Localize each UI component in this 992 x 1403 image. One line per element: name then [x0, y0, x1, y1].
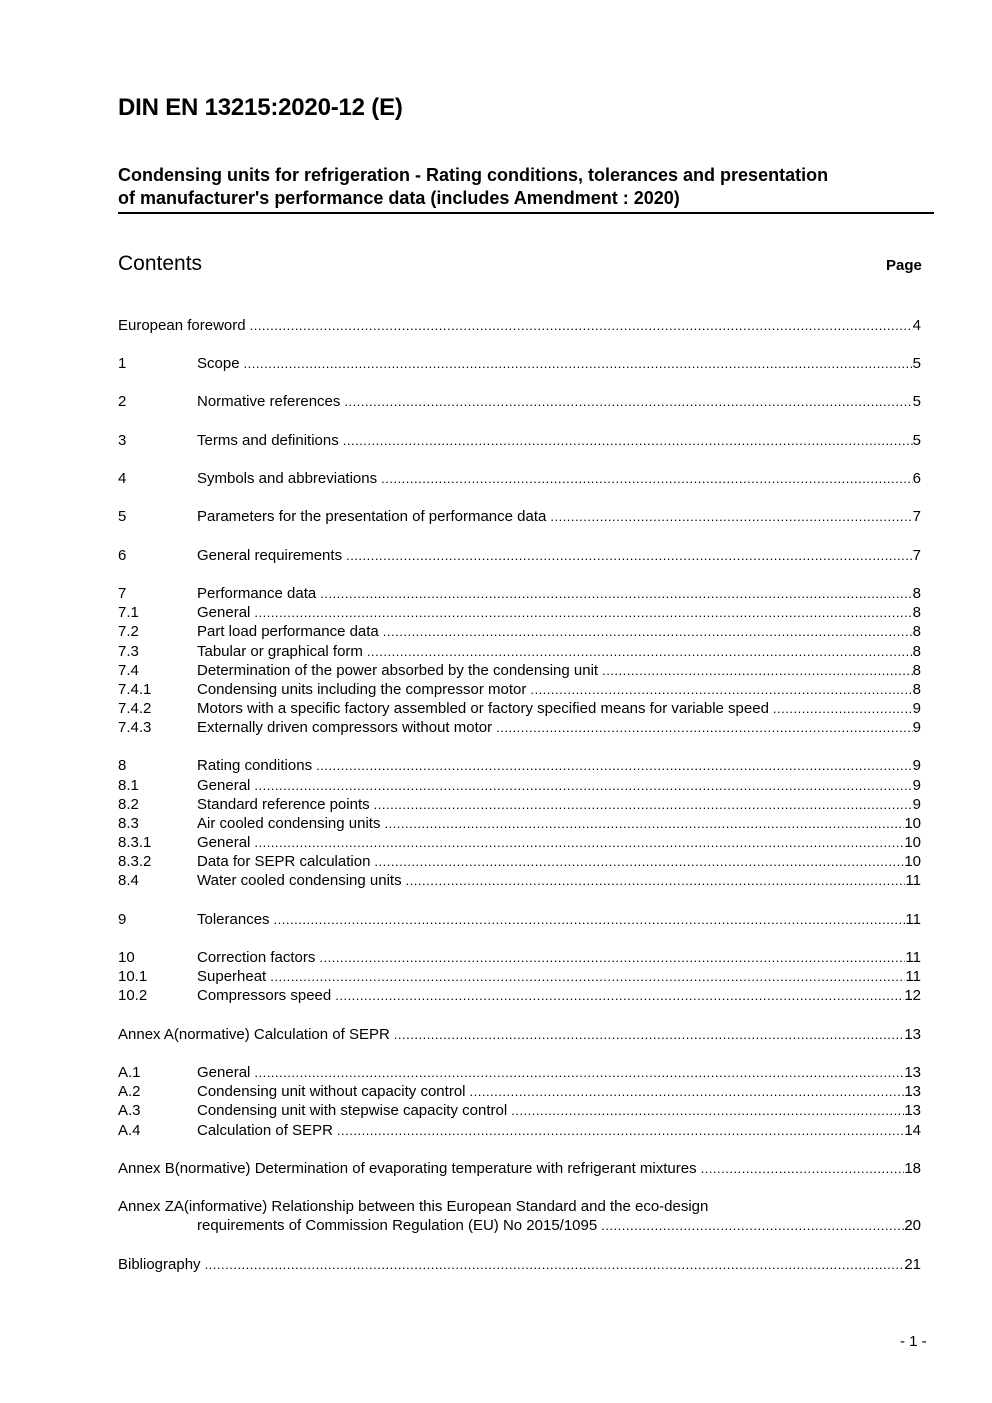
toc-leader-dots	[374, 795, 913, 814]
document-id: DIN EN 13215:2020-12 (E)	[118, 94, 403, 121]
toc-entry-title: Standard reference points	[197, 796, 370, 813]
toc-leader-dots	[511, 1101, 904, 1120]
toc-entry-page: 9	[912, 757, 921, 774]
toc-entry-title: Compressors speed	[197, 987, 332, 1004]
toc-leader-dots	[394, 1025, 905, 1044]
toc-entry-7-4-1[interactable]	[118, 680, 921, 699]
toc-entry-number: A.1	[118, 1064, 141, 1081]
page-column-heading: Page	[886, 257, 922, 274]
toc-leader-dots	[346, 546, 913, 565]
toc-entry-title: General	[197, 1064, 251, 1081]
toc-entry-title: Rating conditions	[197, 757, 313, 774]
toc-entry-7[interactable]	[118, 584, 921, 603]
toc-entry-page: 13	[904, 1102, 921, 1119]
toc-entry-number: A.2	[118, 1083, 141, 1100]
toc-entry-page: 11	[905, 911, 921, 928]
footer-page-number: - 1 -	[900, 1333, 927, 1350]
toc-entry-6[interactable]	[118, 546, 921, 565]
toc-entry-page: 5	[912, 393, 921, 410]
toc-leader-dots	[343, 431, 913, 450]
toc-entry-title: General	[197, 834, 251, 851]
toc-leader-dots	[381, 469, 913, 488]
toc-entry-page: 9	[912, 796, 921, 813]
toc-entry-title: Parameters for the presentation of performance data	[197, 508, 547, 525]
toc-entry-number: 4	[118, 470, 127, 487]
toc-leader-dots	[254, 1063, 904, 1082]
toc-entry-annex-za[interactable]	[197, 1216, 921, 1235]
toc-entry-number: 10	[118, 949, 135, 966]
toc-entry-page: 14	[904, 1122, 921, 1139]
toc-entry-number: A.3	[118, 1102, 141, 1119]
toc-entry-title: Annex A(normative) Calculation of SEPR	[118, 1026, 390, 1043]
toc-entry-number: 6	[118, 547, 127, 564]
toc-entry-number: 8.3	[118, 815, 139, 832]
toc-entry-page: 6	[912, 470, 921, 487]
toc-leader-dots	[316, 756, 913, 775]
toc-entry-title: Calculation of SEPR	[197, 1122, 333, 1139]
toc-entry-8-3-2[interactable]	[118, 852, 921, 871]
toc-entry-title: Performance data	[197, 585, 317, 602]
toc-entry-number: 8.4	[118, 872, 139, 889]
toc-leader-dots	[254, 603, 912, 622]
toc-entry-7-4-3[interactable]	[118, 718, 921, 737]
toc-leader-dots	[470, 1082, 905, 1101]
toc-entry-7-3[interactable]	[118, 642, 921, 661]
toc-entry-page: 8	[912, 585, 921, 602]
toc-leader-dots	[384, 814, 904, 833]
toc-entry-title: Tolerances	[197, 911, 270, 928]
toc-entry-number: 8.2	[118, 796, 139, 813]
toc-entry-page: 5	[912, 355, 921, 372]
toc-entry-page: 11	[905, 949, 921, 966]
toc-entry-title: General requirements	[197, 547, 343, 564]
toc-leader-dots	[319, 948, 905, 967]
toc-entry-title: General	[197, 777, 251, 794]
toc-entry-page: 18	[904, 1160, 921, 1177]
toc-entry-title: Superheat	[197, 968, 267, 985]
toc-leader-dots	[254, 776, 912, 795]
toc-entry-number: 7.2	[118, 623, 139, 640]
toc-entry-page: 11	[905, 872, 921, 889]
toc-entry-page: 8	[912, 643, 921, 660]
document-title-line-1: Condensing units for refrigeration - Rating conditions, tolerances and presentation	[118, 165, 829, 185]
toc-entry-foreword[interactable]	[118, 316, 921, 335]
toc-entry-page: 21	[904, 1256, 921, 1273]
toc-leader-dots	[383, 622, 913, 641]
toc-entry-page: 8	[912, 662, 921, 679]
toc-leader-dots	[337, 1121, 904, 1140]
toc-leader-dots	[773, 699, 913, 718]
toc-entry-10-1[interactable]	[118, 967, 921, 986]
toc-entry-title: European foreword	[118, 317, 246, 334]
toc-entry-title: Determination of the power absorbed by the condensing unit	[197, 662, 599, 679]
toc-entry-page: 7	[912, 547, 921, 564]
toc-entry-title: Terms and definitions	[197, 432, 339, 449]
toc-entry-number: 7.1	[118, 604, 139, 621]
toc-entry-number: 9	[118, 911, 127, 928]
toc-entry-10[interactable]	[118, 948, 921, 967]
toc-entry-number: 7.4.3	[118, 719, 152, 736]
toc-entry-title: Tabular or graphical form	[197, 643, 363, 660]
toc-entry-page: 20	[904, 1217, 921, 1234]
document-title	[118, 164, 934, 214]
toc-entry-title: Bibliography	[118, 1256, 201, 1273]
toc-entry-number: 7.4.1	[118, 681, 152, 698]
toc-entry-10-2[interactable]	[118, 986, 921, 1005]
toc-entry-number: A.4	[118, 1122, 141, 1139]
toc-entry-title: Condensing units including the compressor motor	[197, 681, 527, 698]
toc-entry-title: Motors with a specific factory assembled or factory specified means for variable speed	[197, 700, 769, 717]
toc-entry-page: 8	[912, 623, 921, 640]
toc-entry-9[interactable]	[118, 910, 921, 929]
toc-entry-number: 10.1	[118, 968, 148, 985]
toc-leader-dots	[530, 680, 912, 699]
toc-leader-dots	[344, 392, 912, 411]
toc-entry-title: Air cooled condensing units	[197, 815, 381, 832]
toc-entry-7-4[interactable]	[118, 661, 921, 680]
toc-entry-7-4-2[interactable]	[118, 699, 921, 718]
toc-entry-page: 13	[904, 1064, 921, 1081]
toc-entry-title: Condensing unit with stepwise capacity control	[197, 1102, 508, 1119]
toc-entry-title: Normative references	[197, 393, 341, 410]
toc-entry-page: 9	[912, 700, 921, 717]
toc-entry-number: 2	[118, 393, 127, 410]
toc-entry-number: 10.2	[118, 987, 148, 1004]
toc-entry-annex-b[interactable]	[118, 1159, 921, 1178]
toc-entry-number: 7.3	[118, 643, 139, 660]
toc-entry-title: requirements of Commission Regulation (EU) No 2015/1095	[197, 1217, 598, 1234]
toc-entry-7-2[interactable]	[118, 622, 921, 641]
toc-entry-number: 7.4.2	[118, 700, 152, 717]
toc-entry-title: Correction factors	[197, 949, 316, 966]
toc-entry-7-1[interactable]	[118, 603, 921, 622]
toc-entry-8-2[interactable]	[118, 795, 921, 814]
toc-leader-dots	[550, 507, 912, 526]
toc-leader-dots	[374, 852, 904, 871]
toc-entry-number: 8.3.2	[118, 853, 152, 870]
contents-heading: Contents	[118, 252, 203, 275]
toc-leader-dots	[602, 661, 913, 680]
toc-entry-page: 11	[905, 968, 921, 985]
toc-entry-number: 1	[118, 355, 127, 372]
toc-entry-annex-za-line-1[interactable]: Annex ZA(informative) Relationship between this European Standard and the eco-design	[118, 1198, 709, 1215]
toc-entry-page: 10	[904, 815, 921, 832]
toc-entry-8[interactable]	[118, 756, 921, 775]
toc-entry-title: Externally driven compressors without motor	[197, 719, 493, 736]
toc-leader-dots	[274, 910, 906, 929]
toc-entry-number: 7	[118, 585, 127, 602]
toc-entry-page: 10	[904, 853, 921, 870]
toc-entry-page: 4	[912, 317, 921, 334]
toc-entry-page: 8	[912, 681, 921, 698]
toc-entry-title: Part load performance data	[197, 623, 379, 640]
toc-entry-page: 12	[904, 987, 921, 1004]
toc-entry-2[interactable]	[118, 392, 921, 411]
toc-entry-title: Condensing unit without capacity control	[197, 1083, 466, 1100]
toc-entry-number: 8.1	[118, 777, 139, 794]
toc-leader-dots	[250, 316, 913, 335]
toc-entry-number: 3	[118, 432, 127, 449]
toc-leader-dots	[244, 354, 913, 373]
toc-entry-1[interactable]	[118, 354, 921, 373]
toc-entry-a-3[interactable]	[118, 1101, 921, 1120]
toc-entry-4[interactable]	[118, 469, 921, 488]
toc-entry-title: Scope	[197, 355, 240, 372]
toc-leader-dots	[205, 1255, 905, 1274]
toc-leader-dots	[270, 967, 905, 986]
toc-leader-dots	[701, 1159, 905, 1178]
toc-leader-dots	[254, 833, 904, 852]
toc-entry-8-4[interactable]	[118, 871, 921, 890]
toc-entry-page: 7	[912, 508, 921, 525]
toc-entry-page: 9	[912, 777, 921, 794]
toc-entry-a-1[interactable]	[118, 1063, 921, 1082]
toc-entry-5[interactable]	[118, 507, 921, 526]
toc-entry-title: General	[197, 604, 251, 621]
toc-entry-a-4[interactable]	[118, 1121, 921, 1140]
toc-leader-dots	[601, 1216, 904, 1235]
toc-entry-title: Symbols and abbreviations	[197, 470, 378, 487]
toc-entry-title: Annex B(normative) Determination of evaporating temperature with refrigerant mixtures	[118, 1160, 697, 1177]
toc-entry-number: 8.3.1	[118, 834, 152, 851]
toc-entry-title: Data for SEPR calculation	[197, 853, 371, 870]
toc-entry-number: 8	[118, 757, 127, 774]
toc-entry-number: 7.4	[118, 662, 139, 679]
toc-entry-bibliography[interactable]	[118, 1255, 921, 1274]
toc-entry-3[interactable]	[118, 431, 921, 450]
toc-entry-title: Water cooled condensing units	[197, 872, 402, 889]
toc-entry-8-3-1[interactable]	[118, 833, 921, 852]
toc-entry-page: 9	[912, 719, 921, 736]
toc-entry-page: 5	[912, 432, 921, 449]
toc-entry-page: 10	[904, 834, 921, 851]
toc-entry-page: 8	[912, 604, 921, 621]
toc-entry-number: 5	[118, 508, 127, 525]
toc-entry-8-1[interactable]	[118, 776, 921, 795]
toc-entry-page: 13	[904, 1083, 921, 1100]
toc-leader-dots	[335, 986, 904, 1005]
toc-leader-dots	[496, 718, 913, 737]
toc-leader-dots	[367, 642, 913, 661]
toc-entry-8-3[interactable]	[118, 814, 921, 833]
toc-entry-annex-a[interactable]	[118, 1025, 921, 1044]
document-title-line-2: of manufacturer's performance data (includes Amendment : 2020)	[118, 188, 680, 208]
toc-leader-dots	[406, 871, 906, 890]
toc-entry-a-2[interactable]	[118, 1082, 921, 1101]
toc-entry-page: 13	[904, 1026, 921, 1043]
toc-leader-dots	[320, 584, 912, 603]
